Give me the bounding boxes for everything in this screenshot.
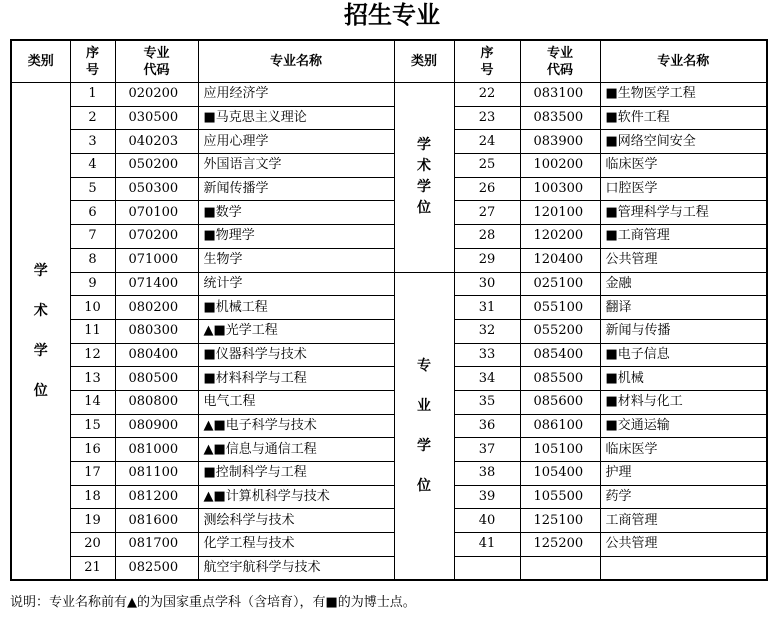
cell-code: 070200 [115, 225, 198, 249]
cell-code: 085400 [520, 343, 600, 367]
cell-name [600, 556, 767, 580]
table-row [11, 485, 767, 509]
cell-name: 药学 [600, 485, 767, 509]
cell-code: 055100 [520, 296, 600, 320]
table-row [11, 106, 767, 130]
cell-code: 081000 [115, 438, 198, 462]
major-table [10, 39, 768, 581]
category-label: 学术学位 [417, 137, 431, 217]
cell-seq: 36 [454, 414, 520, 438]
cell-code: 125200 [520, 533, 600, 557]
cell-code: 120400 [520, 248, 600, 272]
category-left-academic [11, 83, 70, 581]
table-row [11, 130, 767, 154]
cell-seq [454, 556, 520, 580]
cell-name: 公共管理 [600, 533, 767, 557]
cell-name: ▲■信息与通信工程 [198, 438, 394, 462]
header-name-right: 专业名称 [600, 40, 767, 83]
header-name-left: 专业名称 [198, 40, 394, 83]
cell-code: 080800 [115, 390, 198, 414]
table-row [11, 201, 767, 225]
cell-seq: 30 [454, 272, 520, 296]
cell-name: 电气工程 [198, 390, 394, 414]
table-row [11, 509, 767, 533]
cell-seq: 31 [454, 296, 520, 320]
header-seq-text: 序 号 [85, 45, 99, 78]
cell-code: 080300 [115, 319, 198, 343]
cell-code: 025100 [520, 272, 600, 296]
table-row [11, 367, 767, 391]
cell-code: 083900 [520, 130, 600, 154]
table-row [11, 390, 767, 414]
cell-name: 公共管理 [600, 248, 767, 272]
cell-name: ■控制科学与工程 [198, 462, 394, 486]
cell-seq: 38 [454, 462, 520, 486]
cell-name: ■仪器科学与技术 [198, 343, 394, 367]
cell-seq: 28 [454, 225, 520, 249]
category-label: 专业学位 [417, 357, 431, 494]
table-row [11, 154, 767, 178]
cell-name: ■马克思主义理论 [198, 106, 394, 130]
table-row [11, 248, 767, 272]
cell-seq: 37 [454, 438, 520, 462]
category-right-academic [394, 83, 454, 273]
cell-name: 临床医学 [600, 438, 767, 462]
table-row [11, 225, 767, 249]
cell-code: 050200 [115, 154, 198, 178]
cell-seq: 27 [454, 201, 520, 225]
cell-seq: 1 [70, 83, 115, 107]
footnote: 说明：专业名称前有▲的为国家重点学科（含培育），有■的为博士点。 [10, 595, 416, 610]
cell-code: 040203 [115, 130, 198, 154]
header-seq-left [70, 40, 115, 83]
cell-name: 化学工程与技术 [198, 533, 394, 557]
cell-seq: 21 [70, 556, 115, 580]
header-code-right [520, 40, 600, 83]
table-header-row [11, 40, 767, 83]
cell-seq: 26 [454, 177, 520, 201]
cell-code: 080500 [115, 367, 198, 391]
cell-seq: 10 [70, 296, 115, 320]
cell-name: 新闻与传播 [600, 319, 767, 343]
cell-name: 应用心理学 [198, 130, 394, 154]
page-title: 招生专业 [344, 1, 440, 29]
cell-seq: 7 [70, 225, 115, 249]
cell-code: 120100 [520, 201, 600, 225]
cell-seq: 34 [454, 367, 520, 391]
cell-seq: 24 [454, 130, 520, 154]
cell-seq: 29 [454, 248, 520, 272]
cell-name: 生物学 [198, 248, 394, 272]
cell-code: 070100 [115, 201, 198, 225]
cell-seq: 17 [70, 462, 115, 486]
cell-name: ■物理学 [198, 225, 394, 249]
cell-code: 030500 [115, 106, 198, 130]
cell-seq: 9 [70, 272, 115, 296]
cell-code: 086100 [520, 414, 600, 438]
cell-name: ■交通运输 [600, 414, 767, 438]
cell-name: ■管理科学与工程 [600, 201, 767, 225]
cell-code [520, 556, 600, 580]
cell-seq: 20 [70, 533, 115, 557]
cell-seq: 4 [70, 154, 115, 178]
cell-code: 080400 [115, 343, 198, 367]
cell-name: ■机械工程 [198, 296, 394, 320]
cell-code: 082500 [115, 556, 198, 580]
cell-name: ▲■计算机科学与技术 [198, 485, 394, 509]
header-seq-text: 序 号 [480, 45, 494, 78]
cell-seq: 41 [454, 533, 520, 557]
cell-code: 081600 [115, 509, 198, 533]
category-right-professional [394, 272, 454, 580]
cell-code: 020200 [115, 83, 198, 107]
cell-name: ■机械 [600, 367, 767, 391]
table-row [11, 83, 767, 107]
cell-code: 081200 [115, 485, 198, 509]
table-row [11, 533, 767, 557]
cell-seq: 25 [454, 154, 520, 178]
cell-name: 外国语言文学 [198, 154, 394, 178]
cell-seq: 40 [454, 509, 520, 533]
cell-name: ▲■电子科学与技术 [198, 414, 394, 438]
cell-code: 085600 [520, 390, 600, 414]
cell-seq: 3 [70, 130, 115, 154]
cell-code: 081700 [115, 533, 198, 557]
cell-seq: 39 [454, 485, 520, 509]
cell-code: 105100 [520, 438, 600, 462]
cell-code: 080900 [115, 414, 198, 438]
cell-code: 085500 [520, 367, 600, 391]
header-code-left [115, 40, 198, 83]
header-category-left: 类别 [11, 40, 70, 83]
table-row [11, 319, 767, 343]
cell-name: 金融 [600, 272, 767, 296]
header-code-text: 专业 代码 [143, 45, 170, 78]
cell-code: 083100 [520, 83, 600, 107]
cell-seq: 33 [454, 343, 520, 367]
cell-name: ■软件工程 [600, 106, 767, 130]
cell-seq: 5 [70, 177, 115, 201]
cell-seq: 6 [70, 201, 115, 225]
cell-code: 081100 [115, 462, 198, 486]
table-row [11, 296, 767, 320]
cell-name: 航空宇航科学与技术 [198, 556, 394, 580]
cell-name: 工商管理 [600, 509, 767, 533]
cell-seq: 12 [70, 343, 115, 367]
cell-name: 新闻传播学 [198, 177, 394, 201]
table-row [11, 438, 767, 462]
table-row [11, 462, 767, 486]
cell-name: ■材料科学与工程 [198, 367, 394, 391]
cell-code: 083500 [520, 106, 600, 130]
header-seq-right [454, 40, 520, 83]
cell-code: 071000 [115, 248, 198, 272]
cell-name: ■网络空间安全 [600, 130, 767, 154]
cell-seq: 22 [454, 83, 520, 107]
cell-name: 应用经济学 [198, 83, 394, 107]
table-row [11, 414, 767, 438]
cell-name: ■电子信息 [600, 343, 767, 367]
cell-code: 050300 [115, 177, 198, 201]
table-row [11, 556, 767, 580]
table-row [11, 343, 767, 367]
cell-name: ■生物医学工程 [600, 83, 767, 107]
table-row [11, 177, 767, 201]
cell-code: 105400 [520, 462, 600, 486]
cell-seq: 13 [70, 367, 115, 391]
cell-code: 125100 [520, 509, 600, 533]
cell-name: 临床医学 [600, 154, 767, 178]
cell-name: 翻译 [600, 296, 767, 320]
cell-code: 080200 [115, 296, 198, 320]
cell-name: ■工商管理 [600, 225, 767, 249]
cell-seq: 32 [454, 319, 520, 343]
cell-seq: 23 [454, 106, 520, 130]
cell-code: 055200 [520, 319, 600, 343]
header-code-text: 专业 代码 [546, 45, 573, 78]
cell-name: 口腔医学 [600, 177, 767, 201]
cell-name: 测绘科学与技术 [198, 509, 394, 533]
cell-seq: 19 [70, 509, 115, 533]
cell-code: 100300 [520, 177, 600, 201]
cell-seq: 14 [70, 390, 115, 414]
cell-name: ■材料与化工 [600, 390, 767, 414]
cell-code: 100200 [520, 154, 600, 178]
cell-seq: 35 [454, 390, 520, 414]
cell-code: 105500 [520, 485, 600, 509]
cell-name: 统计学 [198, 272, 394, 296]
cell-seq: 8 [70, 248, 115, 272]
cell-seq: 11 [70, 319, 115, 343]
table-row [11, 272, 767, 296]
cell-seq: 15 [70, 414, 115, 438]
cell-name: 护理 [600, 462, 767, 486]
header-category-right: 类别 [394, 40, 454, 83]
cell-seq: 16 [70, 438, 115, 462]
cell-code: 071400 [115, 272, 198, 296]
cell-code: 120200 [520, 225, 600, 249]
cell-name: ■数学 [198, 201, 394, 225]
cell-name: ▲■光学工程 [198, 319, 394, 343]
category-label: 学术学位 [33, 263, 48, 400]
cell-seq: 18 [70, 485, 115, 509]
cell-seq: 2 [70, 106, 115, 130]
